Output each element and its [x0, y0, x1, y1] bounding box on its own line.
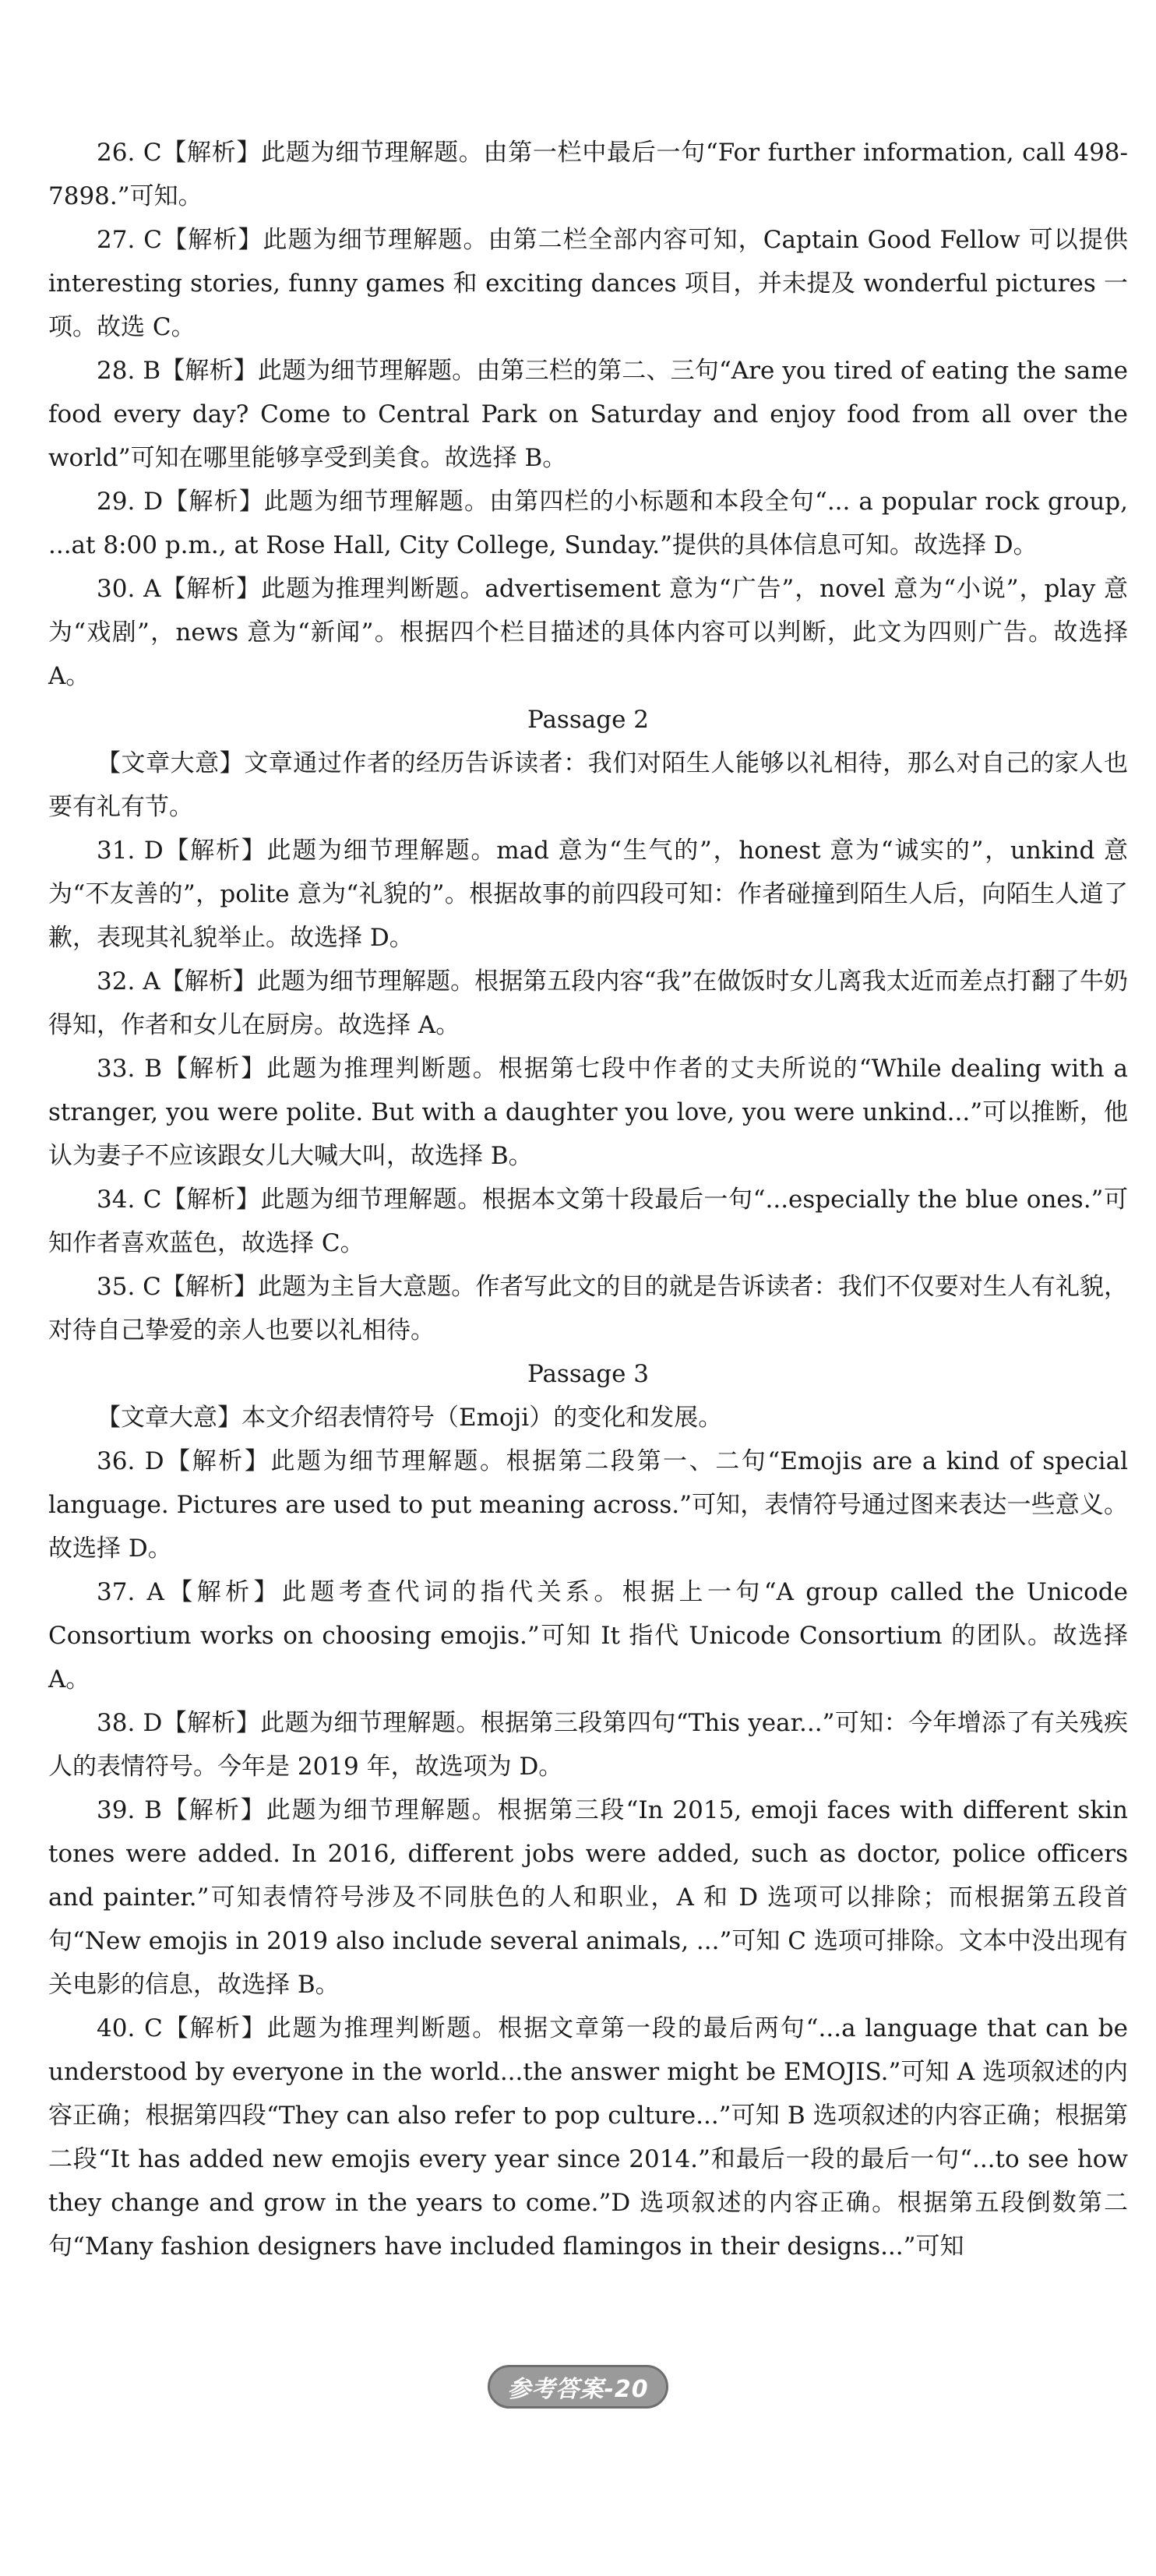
explanation-q40: 40. C【解析】此题为推理判断题。根据文章第一段的最后两句“...a language that can be understood by everyone in the world...the answer might be EMOJIS.”可知 A 选项叙述的内容正确；根据第四段“They can also refer to pop culture...”可知 B 选项叙述的内容正确；根据第二段“It has added new emojis every year since 2014.”和最后一段的最后一句“...to see how they change and grow in the years to come.”D 选项叙述的内容正确。根据第五段倒数第二句“Many fashion designers have included flamingos in their designs...”可知 [48, 2014, 1128, 2261]
explanation-q26: 26. C【解析】此题为细节理解题。由第一栏中最后一句“For further information, call 498-7898.”可知。 [48, 139, 1128, 210]
explanation-q39: 39. B【解析】此题为细节理解题。根据第三段“In 2015, emoji faces with different skin tones were added. In 2016, different jobs were added, such as doctor, police officers and painter.”可知表情符号涉及不同肤色的人和职业，A 和 D 选项可以排除；而根据第五段首句“New emojis in 2019 also include several animals, ...”可知 C 选项可排除。文本中没出现有关电影的信息，故选择 B。 [48, 1796, 1128, 1999]
explanation-q37: 37. A【解析】此题考查代词的指代关系。根据上一句“A group called the Unicode Consortium works on choosing emojis.”可知 It 指代 Unicode Consortium 的团队。故选择 A。 [48, 1578, 1128, 1693]
explanation-q38: 38. D【解析】此题为细节理解题。根据第三段第四句“This year...”可知：今年增添了有关残疾人的表情符号。今年是 2019 年，故选项为 D。 [48, 1709, 1128, 1781]
explanation-q30: 30. A【解析】此题为推理判断题。advertisement 意为“广告”，novel 意为“小说”，play 意为“戏剧”，news 意为“新闻”。根据四个栏目描述的具体内容可以判断，此文为四则广告。故选择 A。 [48, 575, 1128, 690]
explanation-q35: 35. C【解析】此题为主旨大意题。作者写此文的目的就是告诉读者：我们不仅要对生人有礼貌，对待自己挚爱的亲人也要以礼相待。 [48, 1273, 1128, 1344]
explanation-q32: 32. A【解析】此题为细节理解题。根据第五段内容“我”在做饭时女儿离我太近而差点打翻了牛奶得知，作者和女儿在厨房。故选择 A。 [48, 967, 1128, 1039]
answer-explanations [48, 131, 1128, 2268]
page-number-label: 参考答案-20 [507, 2376, 649, 2403]
explanation-q34: 34. C【解析】此题为细节理解题。根据本文第十段最后一句“...especially the blue ones.”可知作者喜欢蓝色，故选择 C。 [48, 1186, 1128, 1257]
explanation-q27: 27. C【解析】此题为细节理解题。由第二栏全部内容可知，Captain Good Fellow 可以提供 interesting stories, funny games 和 exciting dances 项目，并未提及 wonderful pictures 一项。故选 C。 [48, 226, 1128, 341]
passage-3-summary: 【文章大意】本文介绍表情符号（Emoji）的变化和发展。 [97, 1404, 723, 1432]
passage-2-summary: 【文章大意】文章通过作者的经历告诉读者：我们对陌生人能够以礼相待，那么对自己的家人也要有礼有节。 [48, 749, 1128, 821]
passage-3-heading: Passage 3 [527, 1360, 649, 1388]
explanation-q33: 33. B【解析】此题为推理判断题。根据第七段中作者的丈夫所说的“While dealing with a stranger, you were polite. But with a daughter you love, you were unkind...”可以推断，他认为妻子不应该跟女儿大喊大叫，故选择 B。 [48, 1055, 1128, 1170]
explanation-q28: 28. B【解析】此题为细节理解题。由第三栏的第二、三句“Are you tired of eating the same food every day? Come to Central Park on Saturday and enjoy food from all over the world”可知在哪里能够享受到美食。故选择 B。 [48, 357, 1128, 472]
page-number-badge [488, 2365, 668, 2409]
explanation-q29: 29. D【解析】此题为细节理解题。由第四栏的小标题和本段全句“... a popular rock group, ...at 8:00 p.m., at Rose Hall, City College, Sunday.”提供的具体信息可知。故选择 D。 [48, 488, 1128, 559]
passage-2-heading: Passage 2 [527, 706, 649, 734]
explanation-q31: 31. D【解析】此题为细节理解题。mad 意为“生气的”，honest 意为“诚实的”，unkind 意为“不友善的”，polite 意为“礼貌的”。根据故事的前四段可知：作者碰撞到陌生人后，向陌生人道了歉，表现其礼貌举止。故选择 D。 [48, 837, 1128, 952]
explanation-q36: 36. D【解析】此题为细节理解题。根据第二段第一、二句“Emojis are a kind of special language. Pictures are used to put meaning across.”可知，表情符号通过图来表达一些意义。故选择 D。 [48, 1447, 1128, 1563]
